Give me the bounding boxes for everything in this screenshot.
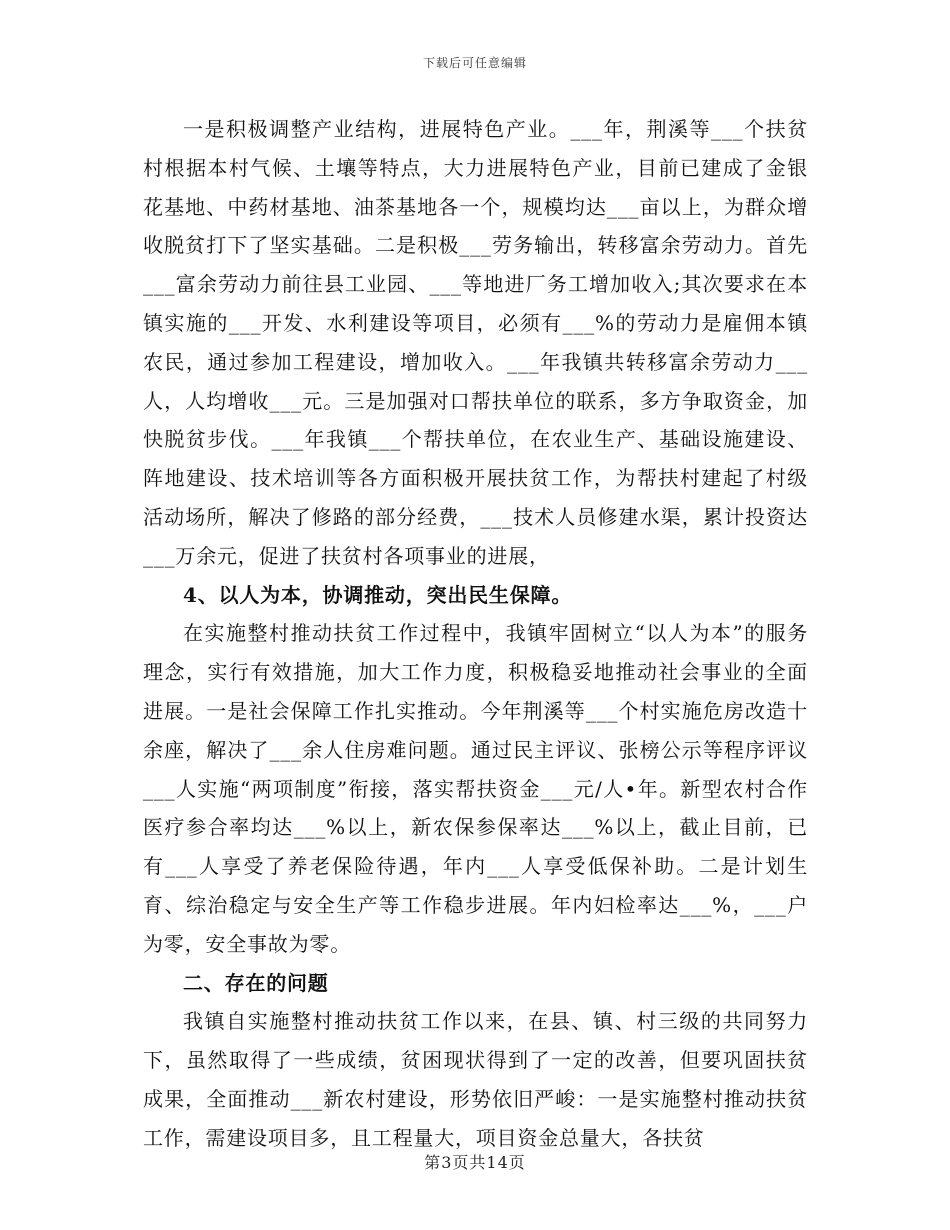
paragraph-social-security: 在实施整村推动扶贫工作过程中，我镇牢固树立“以人为本”的服务理念，实行有效措施，加大工作力度，积极稳妥地推动社会事业的全面进展。一是社会保障工作扎实推动。今年荆溪等___个村实施危房改造十余座，解决了___余人住房难问题。通过民主评议、张榜公示等程序评议___人实施“两项制度”衔接，落实帮扶资金___元/人•年。新型农村合作医疗参合率均达___%以上，新农保参保率达___%以上，截止目前，已有___人享受了养老保险待遇，年内___人享受低保补助。二是计划生育、综治稳定与安全生产等工作稳步进展。年内妇检率达___%，___户为零，安全事故为零。 — [143, 621, 808, 956]
page-header: 下载后可任意编辑 — [422, 56, 527, 70]
paragraph-industry: 一是积极调整产业结构，进展特色产业。___年，荆溪等___个扶贫村根据本村气候、土壤等特点，大力进展特色产业，目前已建成了金银花基地、中药材基地、油茶基地各一个，规模均达___亩以上，为群众增收脱贫打下了坚实基础。二是积极___劳务输出，转移富余劳动力。首先___富余劳动力前往县工业园、___等地进厂务工增加收入;其次要求在本镇实施的___开发、水利建设等项目，必须有___%的劳动力是雇佣本镇农民，通过参加工程建设，增加收入。___年我镇共转移富余劳动力___人，人均增收___元。三是加强对口帮扶单位的联系，多方争取资金，加快脱贫步伐。___年我镇___个帮扶单位，在农业生产、基础设施建设、阵地建设、技术培训等各方面积极开展扶贫工作，为帮扶村建起了村级活动场所，解决了修路的部分经费，___技术人员修建水渠，累计投资达___万余元，促进了扶贫村各项事业的进展， — [143, 117, 808, 568]
section-heading-problems: 二、存在的问题 — [183, 970, 329, 995]
section-heading-people-oriented: 4、以人为本，协调推动，突出民生保障。 — [183, 582, 573, 607]
paragraph-problems: 我镇自实施整村推动扶贫工作以来，在县、镇、村三级的共同努力下，虽然取得了一些成绩，贫困现状得到了一定的改善，但要巩固扶贫成果，全面推动___新农村建设，形势依旧严峻：一是实施整村推动扶贫工作，需建设项目多，且工程量大，项目资金总量大，各扶贫 — [143, 1009, 808, 1150]
page-footer: 第3页共14页 — [424, 1153, 526, 1172]
document-body — [143, 110, 808, 1158]
